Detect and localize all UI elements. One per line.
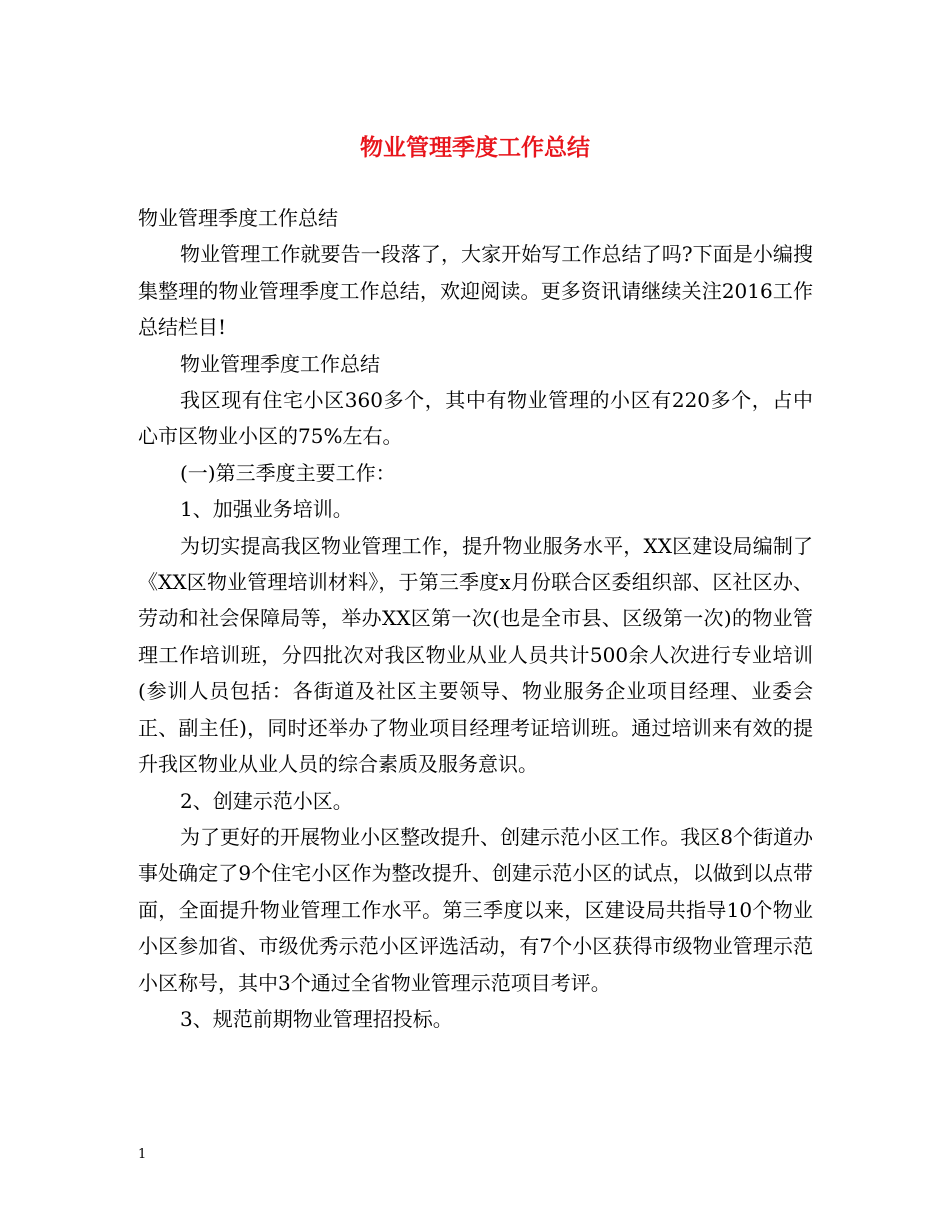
paragraph-item-3-heading: 3、规范前期物业管理招投标。 bbox=[180, 1006, 453, 1031]
paragraph-section-heading: (一)第三季度主要工作： bbox=[180, 460, 396, 485]
paragraph-overview: 我区现有住宅小区360多个，其中有物业管理的小区有220多个，占中心市区物业小区的75%左右。 bbox=[138, 388, 813, 449]
document-title: 物业管理季度工作总结 bbox=[360, 134, 590, 161]
document-body bbox=[138, 200, 813, 1037]
paragraph-item-1-body: 为切实提高我区物业管理工作，提升物业服务水平，XX区建设局编制了《XX区物业管理培训材料》，于第三季度x月份联合区委组织部、区社区办、劳动和社会保障局等，举办XX区第一次(也是全市县、区级第一次)的物业管理工作培训班，分四批次对我区物业从业人员共计500余人次进行专业培训(参训人员包括：各街道及社区主要领导、物业服务企业项目经理、业委会正、副主任)，同时还举办了物业项目经理考证培训班。通过培训来有效的提升我区物业从业人员的综合素质及服务意识。 bbox=[138, 533, 813, 777]
paragraph-item-1-heading: 1、加强业务培训。 bbox=[180, 497, 353, 522]
paragraph-intro: 物业管理工作就要告一段落了，大家开始写工作总结了吗?下面是小编搜集整理的物业管理季度工作总结，欢迎阅读。更多资讯请继续关注2016工作总结栏目! bbox=[138, 242, 813, 340]
paragraph-heading: 物业管理季度工作总结 bbox=[180, 351, 380, 376]
paragraph-item-2-heading: 2、创建示范小区。 bbox=[180, 788, 353, 813]
paragraph-subtitle: 物业管理季度工作总结 bbox=[138, 206, 338, 230]
page-number: 1 bbox=[138, 1147, 147, 1162]
paragraph-item-2-body: 为了更好的开展物业小区整改提升、创建示范小区工作。我区8个街道办事处确定了9个住宅小区作为整改提升、创建示范小区的试点，以做到以点带面，全面提升物业管理工作水平。第三季度以来，区建设局共指导10个物业小区参加省、市级优秀示范小区评选活动，有7个小区获得市级物业管理示范小区称号，其中3个通过全省物业管理示范项目考评。 bbox=[138, 824, 813, 995]
